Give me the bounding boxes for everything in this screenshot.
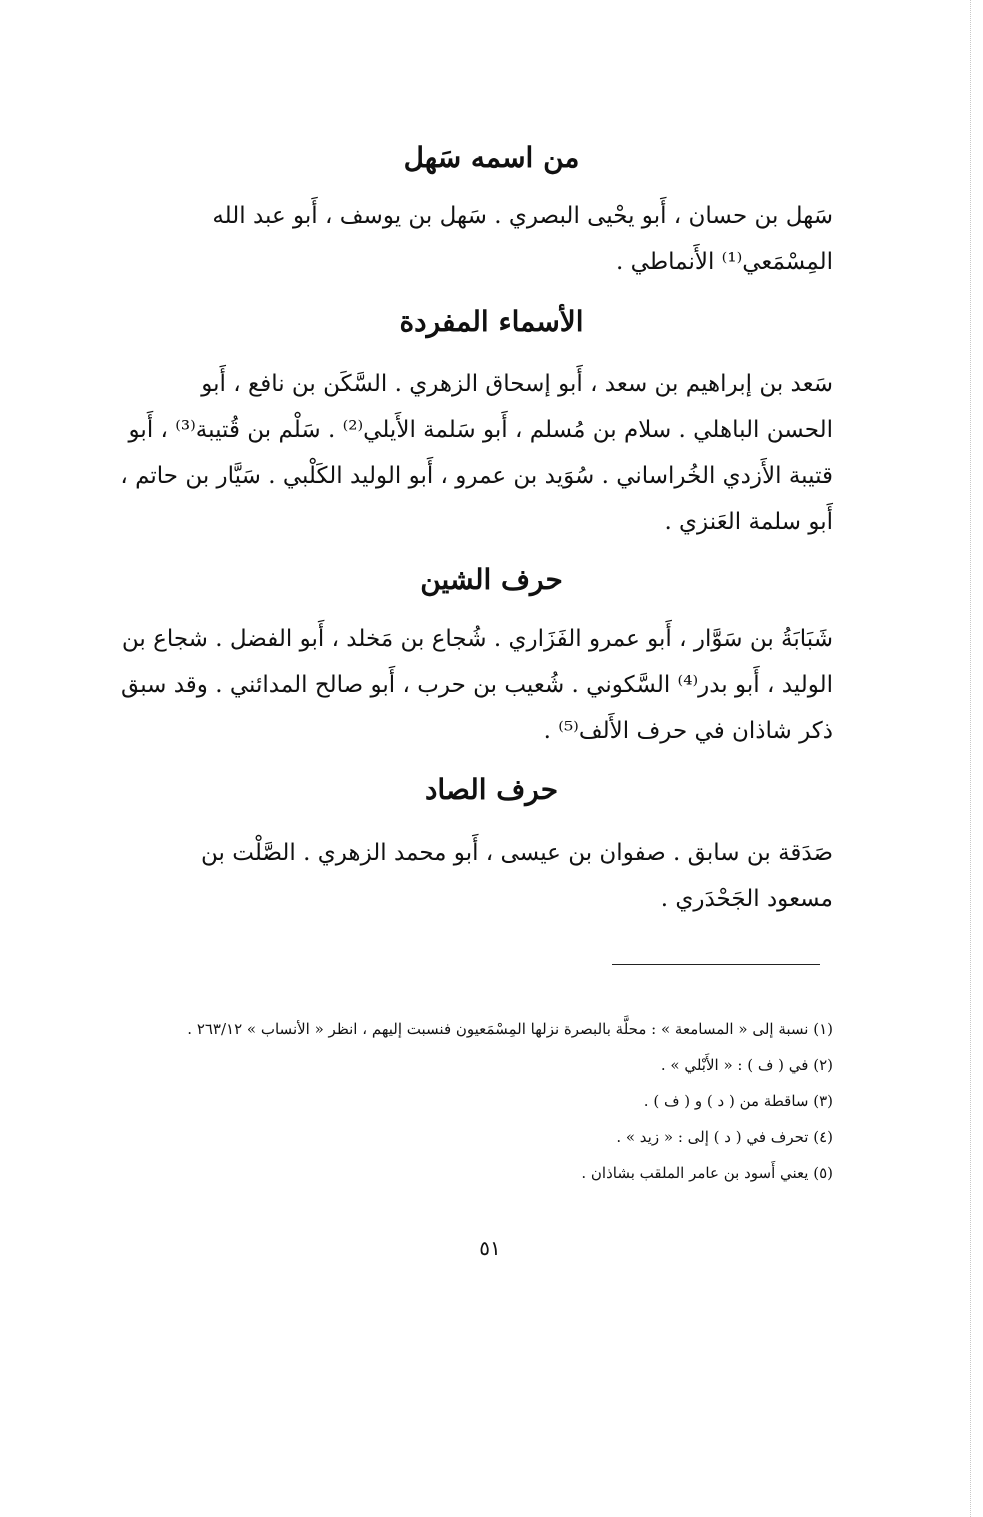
footnotes	[150, 1011, 833, 1191]
footnote-4: (٤) تحرف في ( د ) إلى : « زيد » .	[616, 1128, 833, 1146]
paragraph-line: قتيبة الأَزدي الخُراساني . سُوَيد بن عمرو ، أَبو الوليد الكَلْبي . سَيَّار بن حاتم ،	[120, 463, 833, 489]
paragraph-line: الوليد ، أَبو بدر⁽⁴⁾ السَّكوني . شُعيب بن حرب ، أَبو صالح المدائني . وقد سبق	[121, 672, 833, 698]
paragraph-line: سَعد بن إبراهيم بن سعد ، أَبو إسحاق الزهري . السَّكَن بن نافع ، أَبو	[201, 371, 833, 397]
section-heading-sahl: من اسمه سَهل	[403, 141, 580, 174]
section-heading-single-names: الأسماء المفردة	[399, 305, 584, 338]
section-paragraph-single-names	[120, 361, 833, 545]
paragraph-line: سَهل بن حسان ، أَبو يحْيى البصري . سَهل بن يوسف ، أَبو عبد الله	[212, 203, 833, 229]
paragraph-line: ذكر شاذان في حرف الأَلف⁽⁵⁾ .	[543, 718, 833, 744]
footnote-3: (٣) ساقطة من ( د ) و ( ف ) .	[643, 1092, 833, 1110]
paragraph-line: المِسْمَعي⁽¹⁾ الأَنماطي .	[616, 249, 833, 275]
section-heading-letter-sad: حرف الصاد	[424, 773, 559, 806]
footnote-2: (٢) في ( ف ) : « الأَبْلي » .	[660, 1056, 833, 1074]
footnote-separator	[612, 964, 820, 965]
page-number: ٥١	[479, 1236, 501, 1260]
footnote-1: (١) نسبة إلى « المسامعة » : محلَّة بالبصرة نزلها المِسْمَعيون فنسبت إليهم ، انظر « الأنساب » ٢٦٣/١٢ .	[187, 1020, 833, 1038]
section-paragraph-letter-sad	[150, 830, 833, 922]
footnote-5: (٥) يعني أَسود بن عامر الملقب بشاذان .	[581, 1164, 833, 1182]
section-paragraph-sahl	[150, 193, 833, 285]
section-heading-letter-shin: حرف الشين	[420, 563, 563, 596]
paragraph-line: صَدَقة بن سابق . صفوان بن عيسى ، أَبو محمد الزهري . الصَّلْت بن	[201, 840, 833, 866]
paragraph-line: أَبو سلمة العَنزي .	[664, 509, 833, 535]
section-paragraph-letter-shin	[121, 616, 833, 754]
paragraph-line: شَبَابَةُ بن سَوَّار ، أَبو عمرو الفَزَاري . شُجاع بن مَخلد ، أَبو الفضل . شجاع بن	[121, 626, 833, 652]
scan-edge-divider	[970, 0, 971, 1517]
paragraph-line: الحسن الباهلي . سلام بن مُسلم ، أَبو سَلمة الأَيلي⁽²⁾ . سَلْم بن قُتيبة⁽³⁾ ، أَبو	[128, 417, 833, 443]
paragraph-line: مسعود الجَحْدَري .	[660, 886, 833, 912]
